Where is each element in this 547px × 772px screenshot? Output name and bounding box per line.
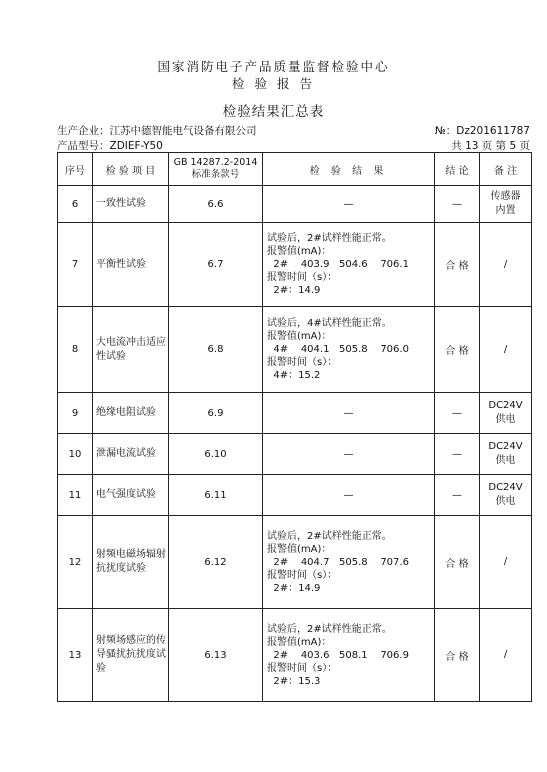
- result-line: 2#：14.9: [267, 582, 321, 594]
- table-header-row: [58, 153, 532, 186]
- result-line: 报警值(mA)：: [267, 246, 332, 257]
- header-no: 序号: [58, 153, 93, 186]
- test-result: [263, 475, 435, 516]
- result-line: 2#：14.9: [267, 285, 321, 296]
- remark-line: 内置: [495, 205, 516, 216]
- test-item: 射频电磁场辐射抗扰度试验: [93, 516, 169, 609]
- row-number: 6: [58, 186, 93, 223]
- test-item: 绝缘电阻试验: [93, 393, 169, 434]
- standard-clause: 6.11: [169, 475, 263, 516]
- results-table: [57, 152, 532, 702]
- remark-line: DC24V: [488, 482, 523, 493]
- row-number: 10: [58, 434, 93, 475]
- remark: [480, 609, 532, 702]
- result-line: 报警值(mA)：: [267, 543, 332, 555]
- result-line: 报警值(mA)：: [267, 331, 332, 342]
- table-row: [58, 186, 532, 223]
- test-item: 泄漏电流试验: [93, 434, 169, 475]
- result-line: 报警时间（s）：: [267, 662, 338, 674]
- header-remark: 备 注: [480, 153, 532, 186]
- remark: [480, 475, 532, 516]
- conclusion: —: [435, 393, 480, 434]
- conclusion: —: [435, 475, 480, 516]
- standard-clause: 6.9: [169, 393, 263, 434]
- conclusion: 合 格: [435, 307, 480, 393]
- remark-line: 供电: [495, 496, 516, 507]
- remark-line: /: [503, 649, 508, 660]
- standard-clause: 6.6: [169, 186, 263, 223]
- result-line: 2# 403.9 504.6 706.1: [267, 259, 409, 270]
- standard-clause: 6.10: [169, 434, 263, 475]
- standard-clause: 6.13: [169, 609, 263, 702]
- conclusion: 合 格: [435, 223, 480, 307]
- product-model: 产品型号：ZDIEF-Y50: [57, 140, 163, 152]
- table-row: [58, 393, 532, 434]
- result-line: 报警时间（s）：: [267, 569, 338, 581]
- page-title: 检验结果汇总表: [222, 104, 325, 120]
- conclusion: 合 格: [435, 516, 480, 609]
- header-result: 检 验 结 果: [263, 153, 435, 186]
- remark: [480, 223, 532, 307]
- center-name: 国家消防电子产品质量监督检验中心: [157, 59, 390, 74]
- result-line: 试验后，4#试样性能正常。: [267, 318, 392, 329]
- remark-line: /: [503, 556, 508, 567]
- conclusion: —: [435, 434, 480, 475]
- table-row: [58, 434, 532, 475]
- result-line: 试验后，2#试样性能正常。: [267, 233, 392, 244]
- header-standard-line2: 标准条款号: [191, 169, 240, 180]
- test-result: [263, 434, 435, 475]
- test-result: [263, 393, 435, 434]
- table-row: [58, 223, 532, 307]
- result-line: 4# 404.1 505.8 706.0: [267, 344, 409, 355]
- table-row: [58, 307, 532, 393]
- manufacturer: 生产企业：江苏中德智能电气设备有限公司: [57, 125, 257, 137]
- report-number: №：Dz201611787: [434, 125, 530, 137]
- remark: [480, 434, 532, 475]
- result-line: 2#：15.3: [267, 675, 321, 687]
- row-number: 8: [58, 307, 93, 393]
- result-line: 报警时间（s）：: [267, 272, 338, 283]
- table-row: [58, 475, 532, 516]
- result-line: —: [343, 198, 354, 210]
- test-item: 一致性试验: [93, 186, 169, 223]
- test-result: [263, 223, 435, 307]
- row-number: 13: [58, 609, 93, 702]
- test-result: [263, 307, 435, 393]
- test-item: 大电流冲击适应性试验: [93, 307, 169, 393]
- table-row: [58, 516, 532, 609]
- remark: [480, 186, 532, 223]
- result-line: —: [343, 489, 354, 501]
- remark-line: 供电: [495, 414, 516, 425]
- header-standard: [169, 153, 263, 186]
- test-item: 电气强度试验: [93, 475, 169, 516]
- header-conclusion: 结 论: [435, 153, 480, 186]
- result-line: 报警值(mA)：: [267, 636, 332, 648]
- row-number: 9: [58, 393, 93, 434]
- result-line: —: [343, 448, 354, 460]
- remark-line: /: [503, 258, 508, 270]
- report-type: 检 验 报 告: [232, 76, 315, 91]
- remark: [480, 516, 532, 609]
- page-count: 共 13 页 第 5 页: [451, 140, 530, 152]
- result-line: 2# 403.6 508.1 706.9: [267, 649, 409, 661]
- result-line: 4#：15.2: [267, 370, 321, 381]
- result-line: 试验后，2#试样性能正常。: [267, 623, 392, 635]
- standard-clause: 6.12: [169, 516, 263, 609]
- remark: [480, 393, 532, 434]
- conclusion: 合 格: [435, 609, 480, 702]
- row-number: 7: [58, 223, 93, 307]
- conclusion: —: [435, 186, 480, 223]
- header-standard-line1: GB 14287.2-2014: [173, 157, 258, 168]
- remark-line: 供电: [495, 455, 516, 466]
- test-item: 射频场感应的传导骚扰抗扰度试验: [93, 609, 169, 702]
- test-item: 平衡性试验: [93, 223, 169, 307]
- test-result: [263, 609, 435, 702]
- test-result: [263, 516, 435, 609]
- remark-line: DC24V: [488, 400, 523, 411]
- standard-clause: 6.7: [169, 223, 263, 307]
- result-line: 报警时间（s）：: [267, 357, 338, 368]
- test-result: [263, 186, 435, 223]
- row-number: 12: [58, 516, 93, 609]
- remark: [480, 307, 532, 393]
- table-row: [58, 609, 532, 702]
- remark-line: DC24V: [488, 441, 523, 452]
- remark-line: 传感器: [490, 191, 521, 202]
- result-line: 试验后，2#试样性能正常。: [267, 530, 392, 542]
- standard-clause: 6.8: [169, 307, 263, 393]
- result-line: 2# 404.7 505.8 707.6: [267, 556, 409, 568]
- row-number: 11: [58, 475, 93, 516]
- result-line: —: [343, 407, 354, 419]
- remark-line: /: [503, 343, 508, 355]
- header-item: 检 验 项 目: [93, 153, 169, 186]
